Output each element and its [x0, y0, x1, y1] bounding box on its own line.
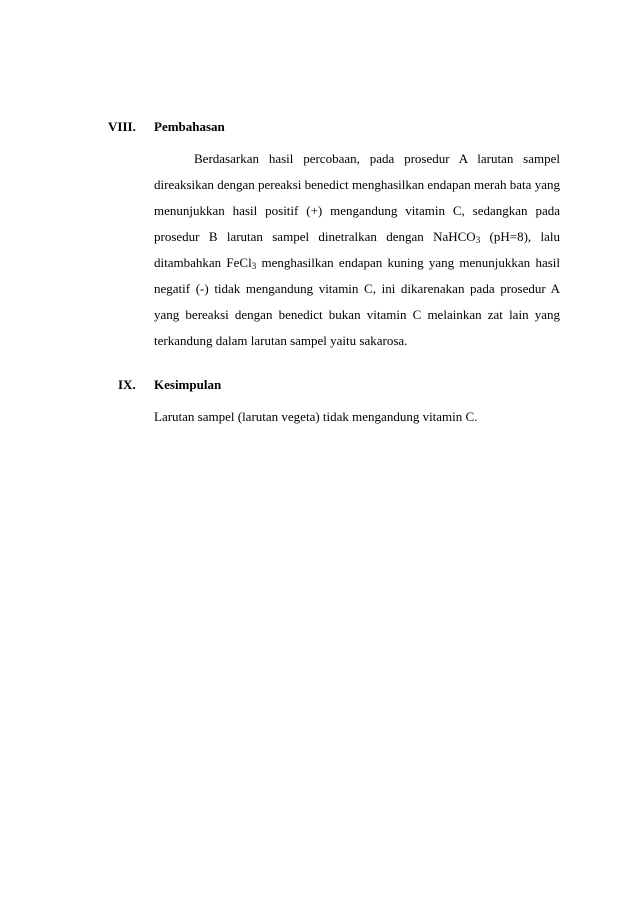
paragraph-line-6: negatif (-) tidak mengandung vitamin C, ini dikarenakan pada prosedur A: [154, 281, 560, 296]
line-4-subscript: 3: [475, 235, 481, 245]
paragraph-line-8: terkandung dalam larutan sampel yaitu sakarosa.: [154, 333, 408, 348]
line-5-subscript: 3: [251, 261, 257, 271]
section-8-number: VIII.: [108, 119, 136, 134]
paragraph-line-7: yang bereaksi dengan benedict bukan vitamin C melainkan zat lain yang: [154, 307, 560, 322]
section-9-title: Kesimpulan: [154, 377, 222, 392]
paragraph-line-4: [154, 224, 560, 250]
paragraph-line-5: [154, 250, 560, 276]
paragraph-line-3: menunjukkan hasil positif (+) mengandung vitamin C, sedangkan pada: [154, 203, 560, 218]
line-4-text-b: (pH=8), lalu: [489, 229, 561, 244]
section-8-title: Pembahasan: [154, 119, 225, 134]
paragraph-line-2: direaksikan dengan pereaksi benedict menghasilkan endapan merah bata yang: [154, 177, 560, 192]
paragraph-line-1: Berdasarkan hasil percobaan, pada prosedur A larutan sampel: [194, 151, 560, 166]
line-4-text-a: prosedur B larutan sampel dinetralkan dengan NaHCO: [154, 229, 476, 244]
section-9-number: IX.: [118, 377, 136, 392]
section-9-paragraph: [154, 404, 560, 430]
line-5-text-a: ditambahkan FeCl: [154, 255, 252, 270]
line-5-text-b: menghasilkan endapan kuning yang menunjukkan hasil: [261, 255, 560, 270]
conclusion-text: Larutan sampel (larutan vegeta) tidak mengandung vitamin C.: [154, 409, 478, 424]
section-8-paragraph: [154, 146, 560, 354]
